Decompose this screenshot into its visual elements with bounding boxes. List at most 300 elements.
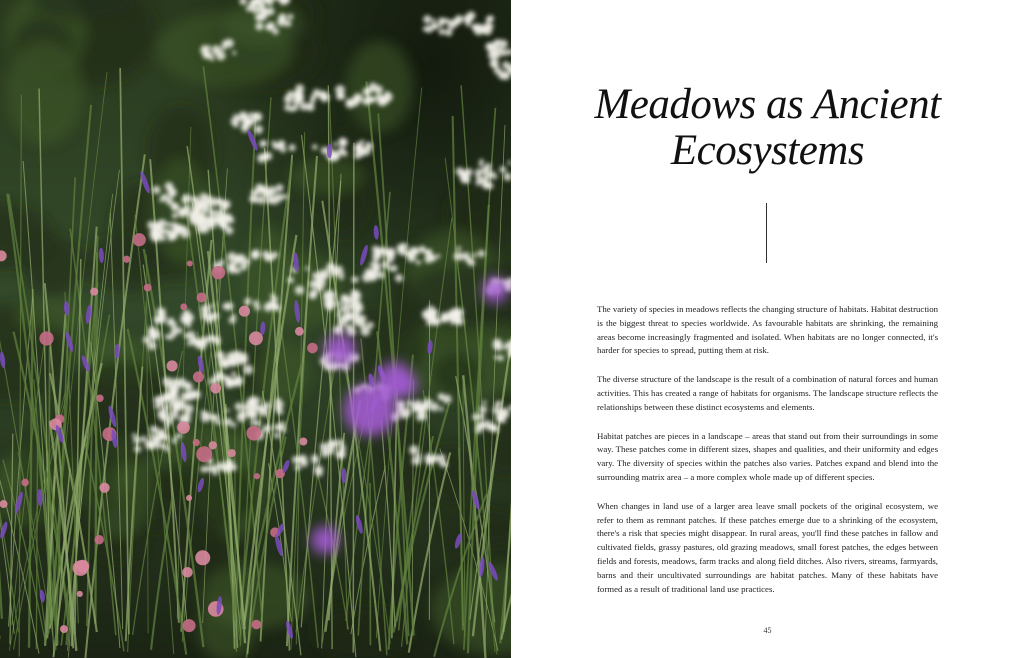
- white-floret: [216, 51, 226, 61]
- white-floret: [251, 6, 258, 13]
- white-floret: [277, 424, 284, 431]
- white-floret: [295, 285, 304, 294]
- white-floret: [333, 142, 337, 146]
- paragraph-1: The variety of species in meadows reflects the changing structure of habitats. Habitat destruction is the biggest threat to species worldwide. As favourable habitats are shrinking, the remaining areas become increasingly fragmented and isolated. When habitats are no longer connected, it's harder for species to spread, putting them at risk.: [597, 304, 939, 356]
- white-floret: [168, 188, 177, 197]
- white-floret: [251, 195, 259, 203]
- white-floret: [337, 439, 343, 445]
- white-floret: [238, 411, 245, 418]
- white-floret: [274, 433, 279, 438]
- pink-clover: [21, 479, 29, 487]
- white-floret: [200, 466, 206, 472]
- white-floret: [396, 401, 402, 407]
- white-floret: [308, 291, 316, 299]
- white-floret: [353, 318, 361, 326]
- paragraph-4: When changes in land use of a larger area leave small pockets of the original ecosystem, we refer to them as remnant patches. If these patches emerge due to a shrinking of the ecosystem, there's a risk that species might disappear. In rural areas, you'll find these patches in fallow and cultivated fields, grassy pastures, old grazing meadows, small forest patches, the edges between fields and forests, meadows, farm tracks and along field ditches. Also rivers, streams, farmyards, barns and their uncultivated surroundings are habitat patches. Many of these habitats have formed as a result of traditional land use practices.: [597, 500, 938, 594]
- pink-clover: [186, 495, 192, 501]
- white-floret: [237, 357, 245, 365]
- white-floret: [395, 274, 403, 282]
- white-floret: [308, 102, 313, 107]
- white-floret: [147, 221, 155, 229]
- white-floret: [276, 184, 284, 192]
- white-floret: [460, 171, 465, 176]
- pink-clover: [182, 567, 193, 578]
- white-floret: [416, 260, 421, 265]
- white-floret: [448, 316, 453, 321]
- white-floret: [499, 39, 508, 48]
- white-floret: [267, 0, 273, 6]
- white-floret: [499, 166, 506, 173]
- pink-clover: [177, 421, 190, 434]
- white-floret: [267, 186, 276, 195]
- white-floret: [201, 304, 211, 314]
- white-floret: [225, 302, 234, 311]
- blurred-purple-flower: [311, 526, 339, 554]
- white-floret: [485, 182, 493, 190]
- white-floret: [275, 406, 282, 413]
- white-floret: [292, 456, 300, 464]
- white-floret: [225, 409, 229, 413]
- white-floret: [498, 355, 504, 361]
- pink-clover: [252, 620, 261, 629]
- white-floret: [242, 113, 248, 119]
- white-floret: [356, 305, 364, 313]
- white-floret: [337, 301, 342, 306]
- white-floret: [485, 173, 491, 179]
- white-floret: [251, 420, 257, 426]
- white-floret: [191, 338, 198, 345]
- white-floret: [150, 425, 158, 433]
- white-floret: [132, 433, 137, 438]
- pink-clover: [193, 439, 200, 446]
- white-floret: [467, 11, 476, 20]
- white-floret: [494, 52, 500, 58]
- white-floret: [271, 251, 278, 258]
- pink-clover: [187, 260, 193, 266]
- white-floret: [328, 439, 338, 449]
- white-floret: [163, 434, 169, 440]
- white-floret: [155, 224, 159, 228]
- white-floret: [174, 224, 181, 231]
- white-floret: [423, 26, 428, 31]
- white-floret: [275, 398, 281, 404]
- pink-clover: [228, 449, 236, 457]
- white-floret: [211, 219, 216, 224]
- pink-clover: [249, 331, 263, 345]
- blurred-purple-flower: [393, 373, 417, 397]
- white-floret: [244, 259, 250, 265]
- white-floret: [284, 104, 291, 111]
- white-floret: [235, 402, 243, 410]
- white-floret: [177, 378, 187, 388]
- white-floret: [443, 316, 448, 321]
- white-floret: [134, 445, 141, 452]
- white-floret: [251, 189, 257, 195]
- white-floret: [338, 138, 347, 147]
- white-floret: [383, 92, 392, 101]
- pink-clover: [212, 266, 226, 280]
- pink-clover: [77, 591, 83, 597]
- pink-clover: [123, 256, 130, 263]
- white-floret: [157, 404, 162, 409]
- white-floret: [244, 299, 250, 305]
- white-floret: [257, 196, 265, 204]
- white-floret: [367, 322, 374, 329]
- white-floret: [183, 412, 192, 421]
- text-page: [511, 0, 1024, 658]
- white-floret: [388, 252, 392, 256]
- white-floret: [502, 61, 510, 69]
- white-floret: [243, 365, 253, 375]
- pink-clover: [94, 535, 103, 544]
- white-floret: [261, 152, 269, 160]
- white-floret: [233, 114, 238, 119]
- white-floret: [255, 13, 263, 21]
- white-floret: [447, 20, 457, 30]
- white-floret: [219, 260, 225, 266]
- white-floret: [362, 97, 370, 105]
- white-floret: [160, 228, 164, 232]
- white-floret: [159, 197, 164, 202]
- white-floret: [466, 22, 471, 27]
- white-floret: [445, 29, 453, 37]
- white-floret: [162, 404, 169, 411]
- white-floret: [430, 403, 439, 412]
- white-floret: [287, 14, 293, 20]
- white-floret: [213, 336, 220, 343]
- white-floret: [363, 88, 371, 96]
- pink-clover: [197, 293, 207, 303]
- white-floret: [266, 24, 273, 31]
- white-floret: [432, 18, 436, 22]
- white-floret: [387, 267, 391, 271]
- page-number: 45: [763, 626, 772, 635]
- white-floret: [166, 222, 171, 227]
- white-floret: [353, 95, 359, 101]
- white-floret: [225, 226, 233, 234]
- white-floret: [171, 327, 180, 336]
- white-floret: [423, 15, 431, 23]
- white-floret: [183, 393, 191, 401]
- white-floret: [167, 319, 173, 325]
- white-floret: [349, 296, 357, 304]
- pink-clover: [193, 371, 204, 382]
- white-floret: [227, 356, 234, 363]
- pink-clover: [209, 441, 217, 449]
- white-floret: [264, 254, 272, 262]
- white-floret: [485, 42, 494, 51]
- pink-clover: [254, 473, 260, 479]
- white-floret: [316, 283, 324, 291]
- white-floret: [498, 71, 507, 80]
- white-floret: [278, 16, 284, 22]
- pink-clover: [239, 306, 250, 317]
- white-floret: [305, 266, 309, 270]
- pink-clover: [180, 303, 187, 310]
- white-floret: [275, 193, 283, 201]
- white-floret: [485, 163, 491, 169]
- white-floret: [262, 8, 269, 15]
- white-floret: [172, 406, 176, 410]
- vertical-divider: [766, 203, 767, 263]
- white-floret: [471, 24, 476, 29]
- white-floret: [267, 197, 274, 204]
- white-floret: [289, 144, 296, 151]
- white-floret: [400, 411, 407, 418]
- white-floret: [433, 24, 438, 29]
- white-floret: [493, 339, 502, 348]
- white-floret: [171, 204, 177, 210]
- blurred-purple-flower: [482, 277, 508, 303]
- white-floret: [280, 142, 285, 147]
- white-floret: [257, 398, 261, 402]
- white-floret: [172, 213, 178, 219]
- white-floret: [249, 118, 255, 124]
- white-floret: [177, 433, 182, 438]
- white-floret: [409, 445, 419, 455]
- white-floret: [259, 409, 264, 414]
- white-floret: [475, 169, 482, 176]
- white-floret: [165, 393, 171, 399]
- pink-clover: [76, 560, 89, 573]
- white-floret: [502, 408, 507, 413]
- white-floret: [475, 427, 482, 434]
- white-floret: [217, 199, 225, 207]
- white-floret: [182, 197, 189, 204]
- white-floret: [439, 407, 444, 412]
- white-floret: [443, 395, 452, 404]
- white-floret: [233, 121, 239, 127]
- pink-clover: [246, 426, 261, 441]
- white-floret: [338, 274, 344, 280]
- white-floret: [231, 314, 236, 319]
- white-floret: [494, 355, 498, 359]
- white-floret: [476, 176, 481, 181]
- white-floret: [501, 419, 505, 423]
- white-floret: [224, 418, 232, 426]
- white-floret: [284, 96, 292, 104]
- white-floret: [258, 406, 262, 410]
- paragraph-2: The diverse structure of the landscape is the result of a combination of natural forces and human activities. This has created a range of habitats for organisms. The landscape structure reflects the relationships between these distinct ecosystems and elements.: [597, 374, 938, 412]
- pink-clover: [195, 550, 210, 565]
- white-floret: [465, 168, 473, 176]
- white-floret: [165, 447, 170, 452]
- white-floret: [454, 252, 463, 261]
- white-floret: [355, 143, 362, 150]
- white-floret: [141, 436, 147, 442]
- white-floret: [255, 22, 263, 30]
- white-floret: [254, 125, 263, 134]
- pink-clover: [196, 446, 212, 462]
- white-floret: [259, 186, 266, 193]
- white-floret: [300, 102, 308, 110]
- pink-clover: [299, 437, 307, 445]
- white-floret: [416, 400, 420, 404]
- white-floret: [191, 390, 198, 397]
- white-floret: [321, 449, 330, 458]
- white-floret: [143, 336, 151, 344]
- white-floret: [209, 209, 216, 216]
- white-floret: [478, 250, 485, 257]
- white-floret: [453, 310, 462, 319]
- white-floret: [336, 265, 343, 272]
- white-floret: [427, 457, 435, 465]
- white-floret: [295, 465, 301, 471]
- white-floret: [325, 302, 332, 309]
- white-floret: [285, 20, 292, 27]
- white-floret: [247, 412, 253, 418]
- foliage-blob: [6, 41, 84, 145]
- pink-clover: [144, 284, 152, 292]
- white-floret: [246, 398, 254, 406]
- white-floret: [397, 246, 404, 253]
- white-floret: [357, 149, 366, 158]
- white-floret: [487, 15, 494, 22]
- white-floret: [409, 247, 418, 256]
- white-floret: [407, 400, 413, 406]
- white-floret: [157, 410, 166, 419]
- white-floret: [204, 209, 209, 214]
- white-floret: [210, 304, 214, 308]
- white-floret: [472, 253, 477, 258]
- white-floret: [424, 255, 432, 263]
- white-floret: [211, 312, 219, 320]
- white-floret: [338, 316, 348, 326]
- white-floret: [484, 22, 490, 28]
- white-floret: [479, 405, 487, 413]
- white-floret: [179, 208, 184, 213]
- white-floret: [326, 290, 336, 300]
- pink-clover: [210, 383, 221, 394]
- white-floret: [342, 303, 351, 312]
- white-floret: [171, 438, 177, 444]
- pink-clover: [99, 483, 109, 493]
- white-floret: [468, 259, 475, 266]
- meadow-photo-image: [0, 0, 511, 658]
- pink-clover: [39, 331, 53, 345]
- white-floret: [198, 199, 207, 208]
- pink-clover: [96, 395, 103, 402]
- pink-clover: [307, 343, 318, 354]
- white-floret: [337, 450, 346, 459]
- white-floret: [438, 454, 445, 461]
- white-floret: [436, 254, 440, 258]
- white-floret: [369, 262, 374, 267]
- white-floret: [215, 420, 221, 426]
- pink-clover: [60, 625, 68, 633]
- white-floret: [197, 340, 207, 350]
- white-floret: [264, 424, 272, 432]
- white-floret: [372, 251, 382, 261]
- white-floret: [227, 264, 236, 273]
- white-floret: [264, 302, 273, 311]
- white-floret: [369, 274, 376, 281]
- pink-clover: [90, 288, 98, 296]
- white-floret: [315, 469, 322, 476]
- meadow-photo: [0, 0, 511, 658]
- white-floret: [503, 345, 507, 349]
- white-floret: [351, 276, 358, 283]
- white-floret: [273, 144, 279, 150]
- white-floret: [311, 454, 318, 461]
- white-floret: [204, 412, 210, 418]
- white-floret: [336, 312, 341, 317]
- white-floret: [193, 198, 197, 202]
- white-floret: [148, 440, 152, 444]
- white-floret: [472, 414, 479, 421]
- white-floret: [428, 399, 433, 404]
- white-floret: [497, 400, 502, 405]
- white-floret: [338, 307, 343, 312]
- blurred-purple-flower: [324, 334, 356, 366]
- page-title: Meadows as Ancient Ecosystems: [594, 81, 941, 174]
- white-floret: [287, 277, 294, 284]
- white-floret: [199, 218, 207, 226]
- white-floret: [184, 333, 189, 338]
- white-floret: [439, 28, 446, 35]
- white-floret: [338, 93, 345, 100]
- white-floret: [270, 293, 275, 298]
- white-floret: [377, 271, 384, 278]
- white-floret: [317, 270, 322, 275]
- white-floret: [188, 213, 196, 221]
- white-floret: [312, 144, 318, 150]
- white-floret: [463, 176, 470, 183]
- white-floret: [283, 194, 288, 199]
- white-floret: [311, 95, 316, 100]
- white-floret: [222, 40, 228, 46]
- white-floret: [168, 231, 177, 240]
- white-floret: [231, 371, 236, 376]
- white-floret: [154, 396, 162, 404]
- pink-clover: [133, 233, 146, 246]
- white-floret: [319, 91, 328, 100]
- white-floret: [345, 98, 355, 108]
- white-floret: [260, 140, 267, 147]
- white-floret: [216, 351, 224, 359]
- white-floret: [204, 52, 211, 59]
- white-floret: [183, 315, 192, 324]
- white-floret: [420, 246, 426, 252]
- white-floret: [170, 410, 179, 419]
- pink-clover: [295, 327, 304, 336]
- white-floret: [491, 173, 497, 179]
- white-floret: [152, 186, 160, 194]
- white-floret: [489, 423, 497, 431]
- white-floret: [251, 250, 260, 259]
- white-floret: [226, 461, 232, 467]
- white-floret: [255, 305, 261, 311]
- white-floret: [456, 246, 461, 251]
- white-floret: [227, 252, 237, 262]
- white-floret: [150, 332, 158, 340]
- white-floret: [216, 216, 225, 225]
- white-floret: [344, 298, 349, 303]
- white-floret: [412, 456, 421, 465]
- white-floret: [155, 232, 161, 238]
- white-floret: [429, 316, 437, 324]
- paragraph-3: Habitat patches are pieces in a landscape – areas that stand out from their surroundings in some way. These patches come in different sizes, shapes and qualities, and their uniformity and edges vary. The diversity of species within the patches also varies. Patches expand and blend into the surrounding matrix area – a more complex whole made up of different species.: [597, 430, 938, 482]
- white-floret: [231, 422, 236, 427]
- white-floret: [438, 17, 446, 25]
- white-floret: [232, 51, 236, 55]
- white-floret: [335, 327, 343, 335]
- white-floret: [411, 404, 419, 412]
- white-floret: [478, 413, 485, 420]
- pink-clover: [183, 619, 196, 632]
- white-floret: [298, 95, 303, 100]
- pink-clover: [167, 360, 178, 371]
